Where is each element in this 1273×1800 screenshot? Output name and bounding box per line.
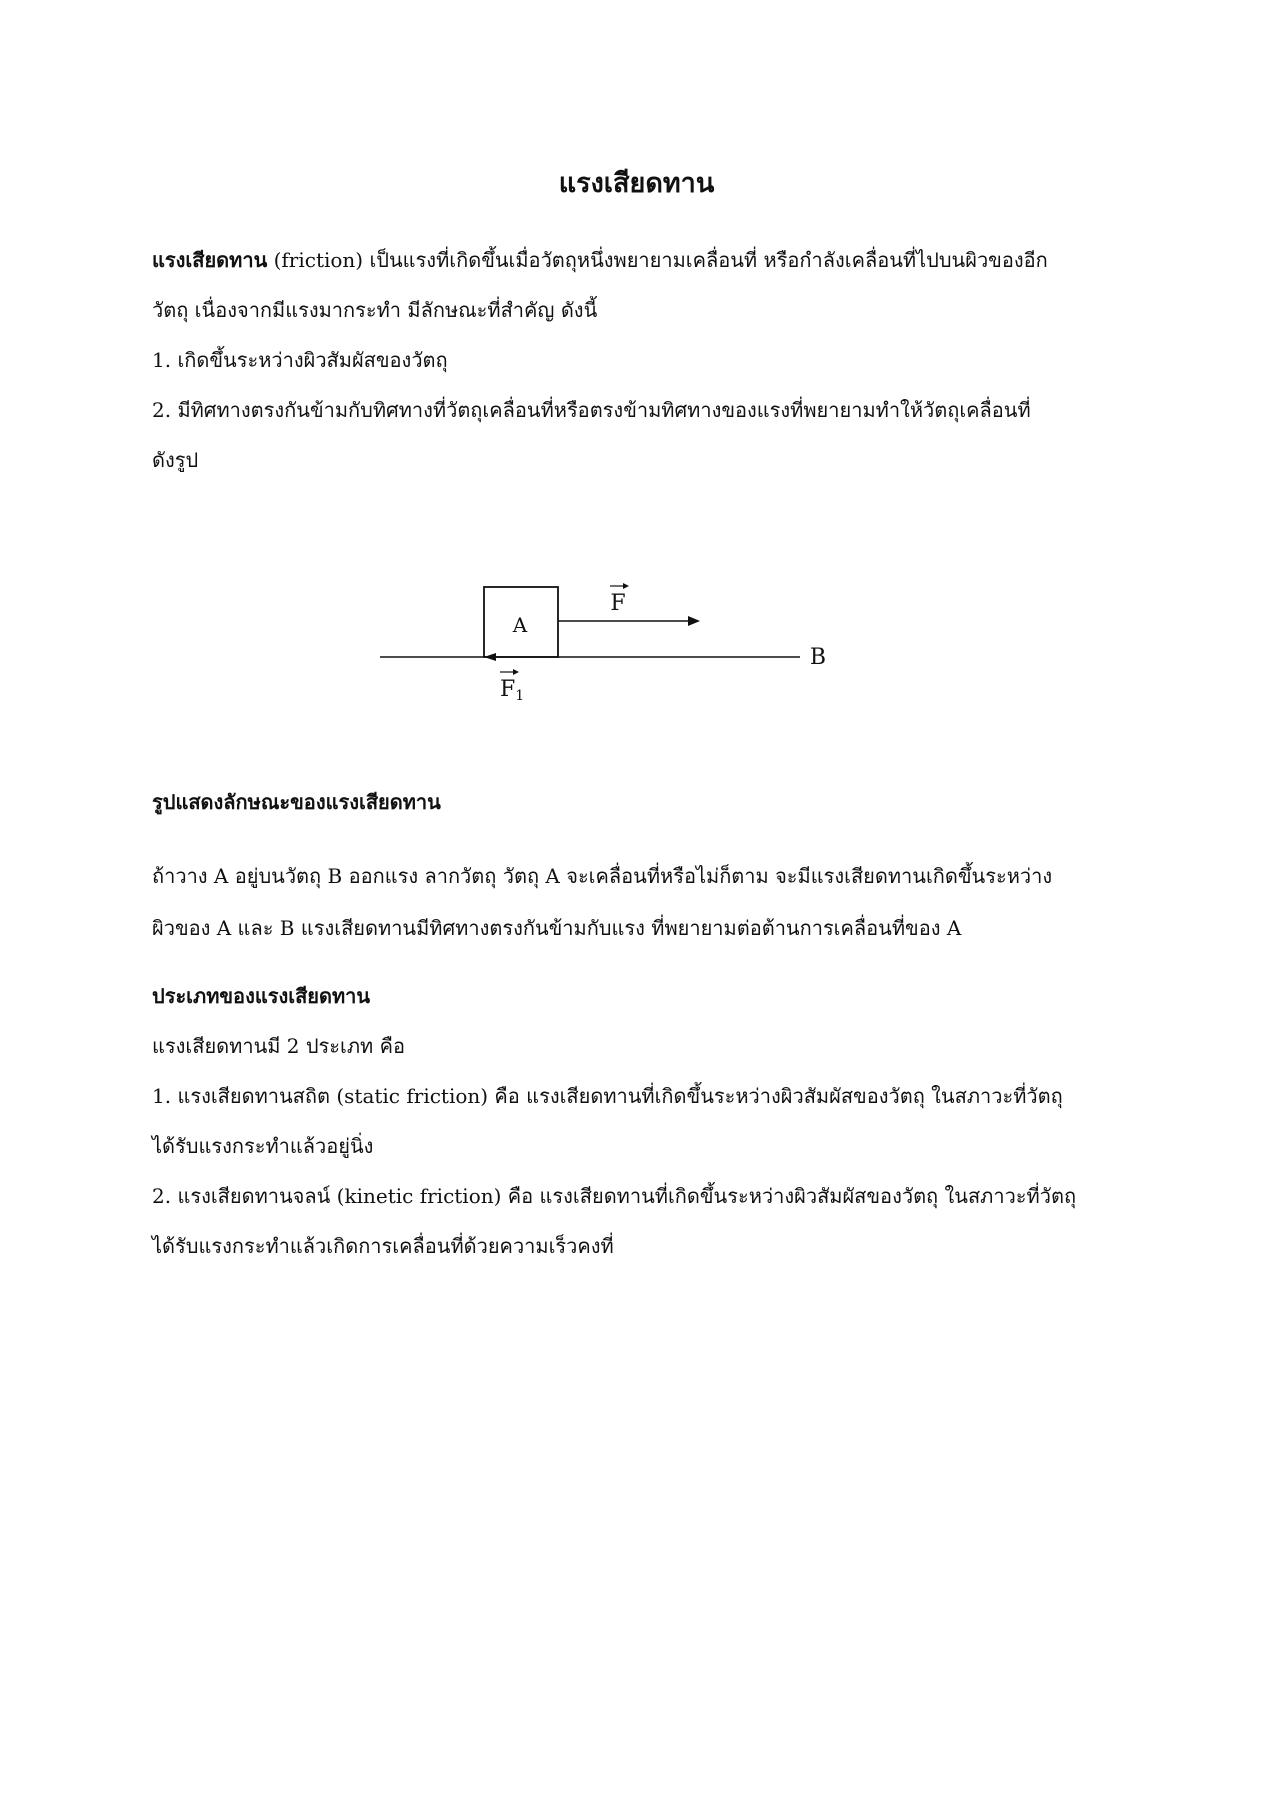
static-friction-line-1: 1. แรงเสียดทานสถิต (static friction) คือ แรงเสียดทานที่เกิดขึ้นระหว่างผิวสัมผัสของวัตถุ ในสภาวะที่วัตถุ [152, 1084, 1063, 1108]
intro-line-1-text: (friction) เป็นแรงที่เกิดขึ้นเมื่อวัตถุหนึ่งพยายามเคลื่อนที่ หรือกำลังเคลื่อนที่ไปบนผิวของอีก [267, 248, 1048, 272]
kinetic-friction-line-2: ได้รับแรงกระทำแล้วเกิดการเคลื่อนที่ด้วยความเร็วคงที่ [152, 1234, 614, 1258]
types-intro: แรงเสียดทานมี 2 ประเภท คือ [152, 1034, 405, 1058]
types-heading: ประเภทของแรงเสียดทาน [152, 984, 371, 1008]
friction-diagram [370, 570, 850, 720]
page-title: แรงเสียดทาน [558, 168, 715, 199]
intro-term: แรงเสียดทาน [152, 248, 268, 272]
kinetic-friction-line-1: 2. แรงเสียดทานจลน์ (kinetic friction) คือ แรงเสียดทานที่เกิดขึ้นระหว่างผิวสัมผัสของวัตถุ ในสภาวะที่วัตถุ [152, 1184, 1077, 1208]
feature-item-2-line-2: ดังรูป [152, 448, 199, 472]
friction-subscript: 1 [515, 688, 525, 704]
diagram-caption: รูปแสดงลักษณะของแรงเสียดทาน [152, 790, 441, 814]
force-label: F [610, 591, 626, 616]
friction-arrowhead [484, 653, 496, 661]
surface-b-label: B [809, 645, 827, 670]
explanation-line-1: ถ้าวาง A อยู่บนวัตถุ B ออกแรง ลากวัตถุ วัตถุ A จะเคลื่อนที่หรือไม่ก็ตาม จะมีแรงเสียดทานเกิดขึ้นระหว่าง [152, 864, 1053, 888]
friction-vector-bar-head [513, 669, 519, 675]
static-friction-line-2: ได้รับแรงกระทำแล้วอยู่นิ่ง [152, 1134, 374, 1158]
explanation-line-2: ผิวของ A และ B แรงเสียดทานมีทิศทางตรงกันข้ามกับแรง ที่พยายามต่อต้านการเคลื่อนที่ของ A [152, 916, 962, 940]
feature-item-1: 1. เกิดขึ้นระหว่างผิวสัมผัสของวัตถุ [152, 348, 448, 372]
friction-label: F1 [500, 677, 525, 704]
friction-diagram-svg [370, 570, 850, 720]
intro-line-1 [152, 244, 1142, 276]
force-arrowhead [688, 616, 700, 626]
feature-item-2-line-1: 2. มีทิศทางตรงกันข้ามกับทิศทางที่วัตถุเคลื่อนที่หรือตรงข้ามทิศทางของแรงที่พยายามทำให้วัตถุเคลื่อนที่ [152, 398, 1031, 422]
block-a-label: A [512, 613, 528, 637]
intro-line-2: วัตถุ เนื่องจากมีแรงมากระทำ มีลักษณะที่สำคัญ ดังนี้ [152, 298, 598, 322]
force-vector-bar-head [623, 583, 629, 589]
